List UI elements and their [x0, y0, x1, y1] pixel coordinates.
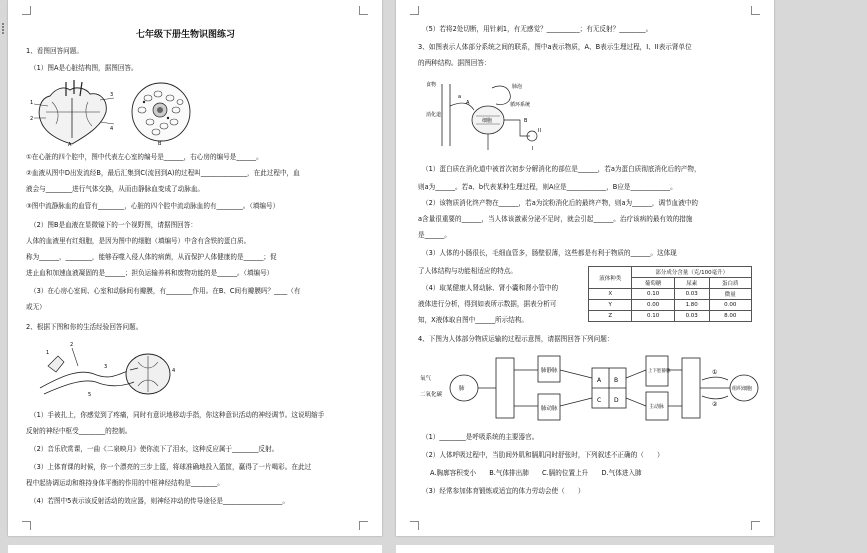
question-text: 是______。 [418, 231, 451, 239]
question-text: （4）若图中5表示该反射活动的效应器，则神经冲动的传导途径是__________________。 [30, 497, 289, 505]
page-corner-mark [22, 521, 31, 530]
flow-label: ② [712, 401, 718, 408]
heart-label: 2 [30, 116, 34, 122]
flow-label: 上下腔静脉 [648, 369, 671, 374]
question-text: 则a为______。若a、b代表某种生理过程，则A应是____________，B应是____________。 [418, 183, 677, 191]
question-text: 4、下图为人体部分物质运输的过程示意图，请据图回答下列问题： [418, 335, 614, 343]
question-text: 程中起协调运动和维持身体平衡的作用的中枢神经结构是________。 [26, 479, 224, 487]
question-text: 3、如图表示人体部分系统之间的联系，图中a表示物质，A、B表示生理过程，I、II表示肾单位 [418, 43, 692, 51]
table-cell: 0.00 [632, 300, 674, 311]
figure-label-a: A [68, 142, 72, 146]
question-text: 1、看图回答问题。 [26, 47, 83, 55]
page-corner-mark [751, 521, 760, 530]
reflex-label: 3 [104, 364, 108, 370]
table-cell: Y [589, 300, 632, 311]
flow-label: D [614, 397, 619, 404]
table-row [589, 289, 752, 300]
question-text: 或无） [26, 303, 46, 311]
question-text: 人体的血液里有红细胞，是因为图中的细胞（填编号）中含有含铁的蛋白质。 [26, 237, 251, 245]
question-text: ①在心脏的四个腔中，图中代表左心室的编号是______，右心房的编号是______。 [26, 153, 263, 161]
diagram-label: a [458, 94, 462, 100]
question-text: 的两种结构。据图回答： [418, 59, 491, 67]
question-text: （1）手被扎上，你感觉到了疼痛，同时有意识地移动手指，你这种意识活动的神经调节。这说明缩手 [30, 411, 325, 419]
flow-label: 主动脉 [649, 404, 665, 410]
blood-cells-diagram [128, 80, 194, 146]
table-cell: Z [589, 311, 632, 322]
question-text: 称为______，________，能够吞噬入侵人体的病菌，从而保护人体健康的是______；促 [26, 253, 277, 261]
flow-label: 肺静脉 [541, 368, 558, 374]
question-text: （3）上体育课的时候，你一个漂亮的三步上篮，将球准确地投入篮筐，赢得了一片喝彩。在此过 [30, 463, 312, 471]
document-page-right [396, 0, 774, 536]
flow-label: 组织细胞 [732, 386, 753, 392]
table-row [589, 311, 752, 322]
table-cell: 1.80 [674, 300, 709, 311]
circulation-flow-diagram [420, 350, 762, 426]
page-corner-mark [410, 521, 419, 530]
table-header: 液体种类 [589, 267, 632, 289]
next-page-left [8, 545, 382, 553]
table-cell: 0.10 [632, 311, 674, 322]
question-text: （2）人体呼吸过程中，当肋间外肌和膈肌同时舒张时，下列叙述不正确的（ ） [422, 451, 664, 459]
reflex-label: 2 [70, 342, 74, 348]
diagram-label: B [524, 118, 528, 124]
diagram-label: A [466, 100, 470, 106]
reflex-arc-diagram [38, 338, 188, 404]
question-text: （1）图A是心脏结构图，据图回答。 [30, 64, 138, 72]
document-page-left [8, 0, 382, 536]
question-text: （1）________是呼吸系统的主要器官。 [422, 433, 539, 441]
page-corner-mark [359, 521, 368, 530]
question-text: （1）蛋白质在消化道中被首次初步分解消化的部位是______，若a为蛋白质彻底消化后的产物， [422, 165, 701, 173]
page-title: 七年级下册生物识图练习 [136, 30, 236, 40]
diagram-label: II [538, 128, 541, 134]
reflex-label: 1 [46, 350, 50, 356]
question-text: （2）图B是血液在显微镜下的一个视野图，请据图回答： [30, 221, 197, 229]
question-text: （2）该物质消化终产物在______，若a为淀粉消化后的最终产物，则a为______，调节血液中的 [422, 199, 699, 207]
table-header: 葡萄糖 [632, 278, 674, 289]
question-text: 进止血和加速血液凝固的是______；担负运输养料和废物功能的是______。（填编号） [26, 269, 274, 277]
question-text: （2）音乐欣赏课，一曲《二泉映月》使你流下了泪水，这种反应属于________反射。 [30, 445, 279, 453]
reflex-label: 5 [88, 392, 92, 398]
table-header: 尿素 [674, 278, 709, 289]
next-page-right [396, 545, 774, 553]
question-text: 了人体结构与功能相适应的特点。 [418, 267, 517, 275]
body-systems-diagram [424, 76, 544, 156]
flow-label: 肺动脉 [541, 406, 558, 412]
figure-label-b: B [158, 141, 162, 146]
question-text: ③图中流静脉血的血管有________，心脏的四个腔中流动脉血的有________。（填编号） [26, 202, 280, 210]
diagram-label: 细胞 [482, 118, 493, 124]
question-text: （4）取某健康人肾动脉、肾小囊和肾小管中的 [422, 284, 559, 292]
question-text: 液会与________进行气体交换，从而由静脉血变成了动脉血。 [26, 185, 205, 193]
table-cell: 0.03 [674, 289, 709, 300]
page-corner-mark [359, 6, 368, 15]
flow-label: 肺 [459, 386, 465, 392]
question-text: a含量很重要的______，当人体该激素分泌不足时，就会引起______。治疗该病的最有效的措施 [418, 215, 693, 223]
flow-label: A [597, 377, 602, 384]
question-text: 反射的神经中枢受________的控制。 [26, 427, 132, 435]
table-header: 部分成分含量（克/100毫升） [632, 267, 752, 278]
heart-label: 4 [110, 126, 114, 132]
table-cell: X [589, 289, 632, 300]
heart-diagram [30, 78, 116, 146]
drag-handle[interactable] [0, 22, 6, 38]
reflex-label: 4 [172, 368, 176, 374]
diagram-label: 食物 [426, 82, 437, 88]
flow-label: 氧气 [420, 376, 432, 382]
table-row [589, 300, 752, 311]
heart-label: 1 [30, 100, 34, 106]
answer-options: A.胸廓容积变小 B.气体排出肺 C.膈的位置上升 D.气体进入肺 [430, 469, 642, 477]
diagram-label: 肺泡 [512, 84, 523, 90]
question-text: 2、根据下图和你的生活经验回答问题。 [26, 323, 143, 331]
diagram-label: I [532, 146, 534, 152]
table-cell: 0.00 [709, 300, 751, 311]
flow-label: B [614, 377, 619, 384]
table-cell: 微量 [709, 289, 751, 300]
table-cell: 8.00 [709, 311, 751, 322]
page-corner-mark [410, 6, 419, 15]
question-text: （3）经常参加体育锻炼或适宜的体力劳动会使（ ） [422, 487, 585, 495]
table-header: 蛋白质 [709, 278, 751, 289]
heart-label: 3 [110, 92, 114, 98]
question-text: ②血液从图中D出发流经B，最后汇集到C(流回到A)的过程叫______________，在此过程中，血 [26, 169, 300, 177]
table-cell: 0.03 [674, 311, 709, 322]
question-text: （5）若将2处切断，用针刺1，有无感觉？__________；有无反射？________。 [422, 25, 653, 33]
page-corner-mark [22, 6, 31, 15]
question-text: （3）人体的小肠很长，毛细血管多，肠壁很薄，这些都是有利于物质的______。这体现 [422, 249, 677, 257]
question-text: 知，X液体取自图中______所示结构。 [418, 316, 529, 324]
diagram-label: 循环系统 [510, 102, 531, 108]
flow-label: C [597, 397, 602, 404]
fluid-composition-table [588, 266, 752, 322]
question-text: 液体进行分析，得到如表所示数据，据表分析可 [418, 300, 557, 308]
flow-label: ① [712, 369, 718, 376]
page-corner-mark [751, 6, 760, 15]
diagram-label: 消化道 [426, 112, 442, 118]
table-cell: 0.10 [632, 289, 674, 300]
flow-label: 二氧化碳 [420, 392, 443, 398]
question-text: （3）在心房心室间、心室和动脉间有瓣膜，有________作用。在B、C间有瓣膜吗？____（有 [30, 287, 301, 295]
